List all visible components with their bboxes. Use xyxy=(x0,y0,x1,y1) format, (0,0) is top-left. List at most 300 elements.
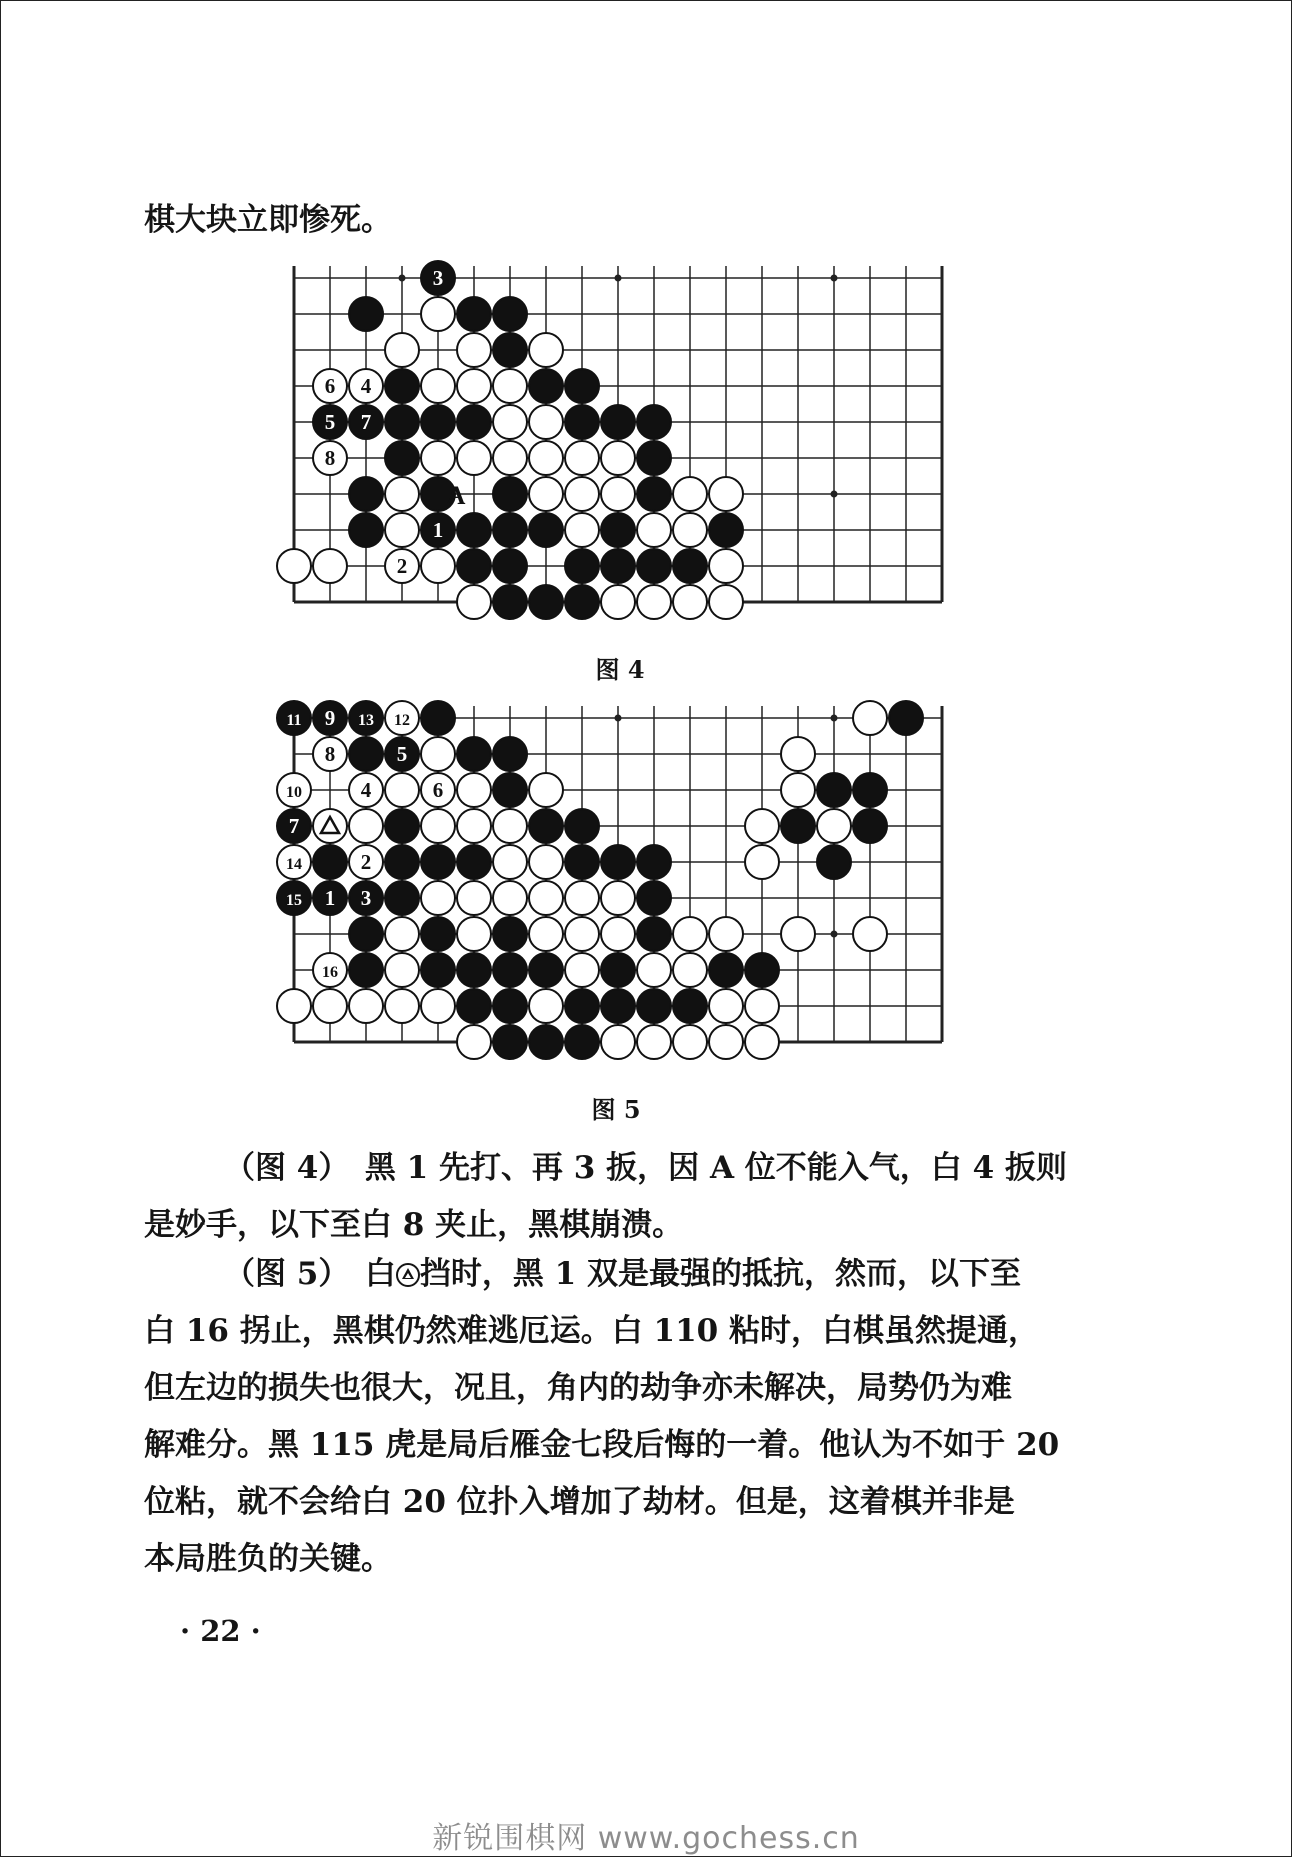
black-stone xyxy=(565,405,599,439)
stone-body xyxy=(457,989,491,1023)
white-stone xyxy=(385,333,419,367)
white-stone xyxy=(565,953,599,987)
black-stone xyxy=(313,845,347,879)
move-number: 8 xyxy=(324,446,336,470)
white-stone xyxy=(601,441,635,475)
stone-body xyxy=(529,513,563,547)
paragraph-figure-5 xyxy=(144,1246,1084,1588)
move-number: 1 xyxy=(432,518,444,542)
stone-body xyxy=(529,989,563,1023)
stone-body xyxy=(673,549,707,583)
stone-body xyxy=(493,477,527,511)
white-stone xyxy=(385,989,419,1023)
stone-body xyxy=(529,773,563,807)
stone-body xyxy=(385,845,419,879)
stone-body xyxy=(673,953,707,987)
stone-body xyxy=(493,1025,527,1059)
stone-body xyxy=(493,953,527,987)
white-stone xyxy=(745,989,779,1023)
stone-body xyxy=(601,989,635,1023)
stone-body xyxy=(781,773,815,807)
stone-body xyxy=(709,585,743,619)
stone-body xyxy=(565,585,599,619)
white-stone xyxy=(493,845,527,879)
star-point xyxy=(615,275,622,282)
black-stone xyxy=(457,953,491,987)
white-stone xyxy=(637,585,671,619)
stone-body xyxy=(529,917,563,951)
stone-body xyxy=(637,989,671,1023)
white-stone xyxy=(349,989,383,1023)
black-stone xyxy=(349,917,383,951)
stone-body xyxy=(853,917,887,951)
move-number: 9 xyxy=(324,706,336,730)
stone-body xyxy=(421,809,455,843)
stone-body xyxy=(313,809,347,843)
stone-body xyxy=(421,549,455,583)
black-stone xyxy=(277,881,311,915)
para2-line5: 位粘，就不会给白 20 位扑入增加了劫材。但是，这着棋并非是 xyxy=(144,1484,1015,1520)
stone-body xyxy=(565,477,599,511)
black-stone xyxy=(637,477,671,511)
white-stone xyxy=(745,845,779,879)
white-stone xyxy=(529,773,563,807)
stone-body xyxy=(421,881,455,915)
star-point xyxy=(615,715,622,722)
stone-body xyxy=(385,369,419,403)
black-stone xyxy=(421,405,455,439)
white-stone xyxy=(601,881,635,915)
black-stone xyxy=(601,513,635,547)
black-stone xyxy=(529,1025,563,1059)
stone-body xyxy=(349,809,383,843)
black-stone xyxy=(493,773,527,807)
black-stone xyxy=(601,989,635,1023)
black-stone xyxy=(349,881,383,915)
white-stone xyxy=(421,809,455,843)
stone-body xyxy=(385,405,419,439)
white-stone xyxy=(673,585,707,619)
stone-body xyxy=(637,477,671,511)
black-stone xyxy=(673,989,707,1023)
stone-body xyxy=(637,549,671,583)
stone-body xyxy=(853,809,887,843)
star-point xyxy=(831,491,838,498)
white-stone xyxy=(277,845,311,879)
stone-body xyxy=(493,441,527,475)
black-stone xyxy=(349,477,383,511)
stone-body xyxy=(493,549,527,583)
move-number: 1 xyxy=(324,886,336,910)
stone-body xyxy=(529,333,563,367)
black-stone xyxy=(745,953,779,987)
move-number: 16 xyxy=(322,964,338,981)
stone-body xyxy=(673,1025,707,1059)
white-stone xyxy=(637,1025,671,1059)
move-number: 6 xyxy=(324,374,336,398)
stone-body xyxy=(565,917,599,951)
black-stone xyxy=(853,773,887,807)
stone-body xyxy=(709,917,743,951)
black-stone xyxy=(637,845,671,879)
board-point-label: A xyxy=(446,481,466,510)
white-stone xyxy=(457,369,491,403)
black-stone xyxy=(313,405,347,439)
stone-body xyxy=(601,1025,635,1059)
stone-body xyxy=(313,845,347,879)
stone-body xyxy=(349,297,383,331)
stone-body xyxy=(457,369,491,403)
white-stone xyxy=(421,441,455,475)
white-stone xyxy=(529,917,563,951)
stone-body xyxy=(421,845,455,879)
white-stone xyxy=(493,441,527,475)
stone-body xyxy=(529,809,563,843)
white-stone xyxy=(421,297,455,331)
stone-body xyxy=(817,845,851,879)
stone-body xyxy=(529,1025,563,1059)
stone-body xyxy=(421,297,455,331)
stone-body xyxy=(673,477,707,511)
black-stone xyxy=(277,809,311,843)
black-stone xyxy=(565,585,599,619)
stone-body xyxy=(745,989,779,1023)
stone-body xyxy=(781,809,815,843)
para2-line1b: 挡时，黑 1 双是最强的抵抗，然而，以下至 xyxy=(419,1256,1022,1292)
triangle-marked-stone-icon xyxy=(396,1263,420,1287)
stone-body xyxy=(565,549,599,583)
white-stone xyxy=(421,989,455,1023)
stone-body xyxy=(565,845,599,879)
move-number: 2 xyxy=(360,850,372,874)
stone-body xyxy=(457,737,491,771)
white-stone xyxy=(421,737,455,771)
move-number: 13 xyxy=(358,712,374,729)
move-number: 6 xyxy=(432,778,444,802)
white-stone xyxy=(529,441,563,475)
stone-body xyxy=(385,333,419,367)
black-stone xyxy=(349,953,383,987)
black-stone xyxy=(889,701,923,735)
white-stone xyxy=(349,773,383,807)
black-stone xyxy=(349,405,383,439)
stone-body xyxy=(529,953,563,987)
stone-body xyxy=(457,513,491,547)
white-stone xyxy=(709,549,743,583)
black-stone xyxy=(421,261,455,295)
white-stone xyxy=(277,989,311,1023)
white-stone xyxy=(493,405,527,439)
stone-body xyxy=(385,513,419,547)
black-stone xyxy=(493,585,527,619)
black-stone xyxy=(493,953,527,987)
black-stone xyxy=(493,297,527,331)
stone-body xyxy=(493,513,527,547)
go-board-figure-5 xyxy=(280,708,960,1088)
black-stone xyxy=(277,701,311,735)
black-stone xyxy=(493,989,527,1023)
white-stone xyxy=(421,881,455,915)
white-stone xyxy=(673,953,707,987)
black-stone xyxy=(457,549,491,583)
stone-body xyxy=(889,701,923,735)
stone-body xyxy=(709,549,743,583)
white-stone xyxy=(457,809,491,843)
white-stone xyxy=(385,549,419,583)
stone-body xyxy=(385,441,419,475)
black-stone xyxy=(529,809,563,843)
stone-body xyxy=(781,737,815,771)
black-stone xyxy=(493,477,527,511)
stone-body xyxy=(565,953,599,987)
stone-body xyxy=(349,917,383,951)
stone-body xyxy=(745,1025,779,1059)
black-stone xyxy=(637,405,671,439)
black-stone xyxy=(385,737,419,771)
stone-body xyxy=(313,549,347,583)
para2-line2: 白 16 拐止，黑棋仍然难逃厄运。白 110 粘时，白棋虽然提通， xyxy=(144,1313,1040,1349)
white-stone xyxy=(457,1025,491,1059)
stone-body xyxy=(349,513,383,547)
stone-body xyxy=(673,585,707,619)
white-stone xyxy=(457,881,491,915)
black-stone xyxy=(385,441,419,475)
move-number: 2 xyxy=(396,554,408,578)
black-stone xyxy=(421,953,455,987)
black-stone xyxy=(565,1025,599,1059)
stone-body xyxy=(709,1025,743,1059)
para2-line1a: （图 5） 白 xyxy=(224,1256,396,1292)
white-stone xyxy=(313,737,347,771)
black-stone xyxy=(421,513,455,547)
go-board-figure-4 xyxy=(280,268,960,648)
stone-body xyxy=(493,297,527,331)
stone-body xyxy=(421,405,455,439)
para2-line6: 本局胜负的关键。 xyxy=(144,1541,392,1577)
figure-5-caption: 图 5 xyxy=(591,1095,641,1124)
para2-line3: 但左边的损失也很大，况且，角内的劫争亦未解决，局势仍为难 xyxy=(144,1370,1012,1406)
stone-body xyxy=(529,477,563,511)
stone-body xyxy=(565,441,599,475)
white-stone xyxy=(673,1025,707,1059)
stone-body xyxy=(457,297,491,331)
white-stone xyxy=(385,773,419,807)
black-stone xyxy=(529,953,563,987)
stone-body xyxy=(277,989,311,1023)
stone-body xyxy=(457,585,491,619)
stone-body xyxy=(601,549,635,583)
stone-body xyxy=(601,477,635,511)
white-stone xyxy=(781,773,815,807)
stone-body xyxy=(565,881,599,915)
white-stone xyxy=(529,845,563,879)
black-stone xyxy=(565,809,599,843)
white-stone xyxy=(385,953,419,987)
black-stone xyxy=(457,405,491,439)
stone-body xyxy=(709,989,743,1023)
white-stone xyxy=(565,441,599,475)
stone-body xyxy=(421,369,455,403)
black-stone xyxy=(385,809,419,843)
black-stone xyxy=(637,549,671,583)
star-point xyxy=(831,931,838,938)
stone-body xyxy=(457,845,491,879)
black-stone xyxy=(457,297,491,331)
white-stone xyxy=(709,477,743,511)
stone-body xyxy=(565,1025,599,1059)
stone-body xyxy=(673,513,707,547)
stone-body xyxy=(601,585,635,619)
white-stone xyxy=(709,1025,743,1059)
stone-body xyxy=(637,845,671,879)
stone-body xyxy=(421,701,455,735)
stone-body xyxy=(457,333,491,367)
black-stone xyxy=(565,549,599,583)
stone-body xyxy=(745,845,779,879)
para2-line4: 解难分。黑 115 虎是局后雁金七段后悔的一着。他认为不如于 20 xyxy=(144,1427,1060,1463)
stone-body xyxy=(565,513,599,547)
stone-body xyxy=(349,477,383,511)
white-stone xyxy=(457,773,491,807)
black-stone xyxy=(529,585,563,619)
black-stone xyxy=(313,701,347,735)
white-stone xyxy=(277,549,311,583)
black-stone xyxy=(565,369,599,403)
black-stone xyxy=(385,845,419,879)
stone-body xyxy=(601,953,635,987)
stone-body xyxy=(349,953,383,987)
white-stone xyxy=(745,809,779,843)
stone-body xyxy=(601,881,635,915)
white-stone xyxy=(565,917,599,951)
black-stone xyxy=(817,845,851,879)
stone-body xyxy=(457,405,491,439)
black-stone xyxy=(565,845,599,879)
stone-body xyxy=(637,513,671,547)
white-stone xyxy=(637,513,671,547)
stone-body xyxy=(565,369,599,403)
black-stone xyxy=(853,809,887,843)
black-stone xyxy=(817,773,851,807)
white-stone xyxy=(349,845,383,879)
stone-body xyxy=(529,405,563,439)
stone-body xyxy=(493,585,527,619)
white-stone xyxy=(457,333,491,367)
stone-body xyxy=(385,917,419,951)
black-stone xyxy=(601,405,635,439)
move-number: 7 xyxy=(360,410,372,434)
black-stone xyxy=(385,369,419,403)
black-stone xyxy=(349,513,383,547)
white-stone xyxy=(313,809,347,843)
black-stone xyxy=(493,737,527,771)
stone-body xyxy=(493,917,527,951)
white-stone xyxy=(529,333,563,367)
black-stone xyxy=(349,297,383,331)
stone-body xyxy=(601,513,635,547)
black-stone xyxy=(637,917,671,951)
white-stone xyxy=(781,917,815,951)
white-stone xyxy=(601,477,635,511)
stone-body xyxy=(745,809,779,843)
stone-body xyxy=(709,513,743,547)
stone-body xyxy=(565,809,599,843)
black-stone xyxy=(781,809,815,843)
stone-body xyxy=(637,917,671,951)
page-number: · 22 · xyxy=(180,1614,261,1648)
stone-body xyxy=(493,405,527,439)
stone-body xyxy=(349,737,383,771)
white-stone xyxy=(421,369,455,403)
black-stone xyxy=(493,333,527,367)
black-stone xyxy=(457,513,491,547)
move-number: 4 xyxy=(360,778,372,802)
stone-body xyxy=(385,809,419,843)
stone-body xyxy=(637,1025,671,1059)
white-stone xyxy=(277,773,311,807)
move-number: 11 xyxy=(286,712,302,729)
black-stone xyxy=(421,917,455,951)
white-stone xyxy=(745,1025,779,1059)
move-number: 12 xyxy=(394,712,410,729)
white-stone xyxy=(421,773,455,807)
move-number: 14 xyxy=(286,856,302,873)
stone-body xyxy=(673,989,707,1023)
white-stone xyxy=(709,585,743,619)
black-stone xyxy=(637,441,671,475)
stone-body xyxy=(457,881,491,915)
stone-body xyxy=(709,953,743,987)
white-stone xyxy=(709,917,743,951)
white-stone xyxy=(313,369,347,403)
white-stone xyxy=(385,917,419,951)
stone-body xyxy=(601,441,635,475)
white-stone xyxy=(529,477,563,511)
move-number: 4 xyxy=(360,374,372,398)
black-stone xyxy=(637,881,671,915)
stone-body xyxy=(385,477,419,511)
stone-body xyxy=(493,369,527,403)
black-stone xyxy=(637,989,671,1023)
white-stone xyxy=(853,701,887,735)
black-stone xyxy=(493,513,527,547)
white-stone xyxy=(421,549,455,583)
stone-body xyxy=(601,917,635,951)
stone-body xyxy=(601,405,635,439)
move-number: 3 xyxy=(360,886,372,910)
star-point xyxy=(399,275,406,282)
para1-line2: 是妙手，以下至白 8 夹止，黑棋崩溃。 xyxy=(144,1207,684,1243)
black-stone xyxy=(421,845,455,879)
stone-body xyxy=(385,953,419,987)
white-stone xyxy=(529,989,563,1023)
stone-body xyxy=(673,917,707,951)
intro-line: 棋大块立即惨死。 xyxy=(144,202,392,238)
stone-body xyxy=(529,441,563,475)
stone-body xyxy=(313,989,347,1023)
stone-body xyxy=(493,881,527,915)
stone-body xyxy=(385,881,419,915)
stone-body xyxy=(457,917,491,951)
black-stone xyxy=(313,881,347,915)
white-stone xyxy=(817,809,851,843)
stone-body xyxy=(637,441,671,475)
stone-body xyxy=(529,845,563,879)
white-stone xyxy=(601,585,635,619)
move-number: 15 xyxy=(286,892,302,909)
stone-body xyxy=(529,585,563,619)
stone-body xyxy=(781,917,815,951)
